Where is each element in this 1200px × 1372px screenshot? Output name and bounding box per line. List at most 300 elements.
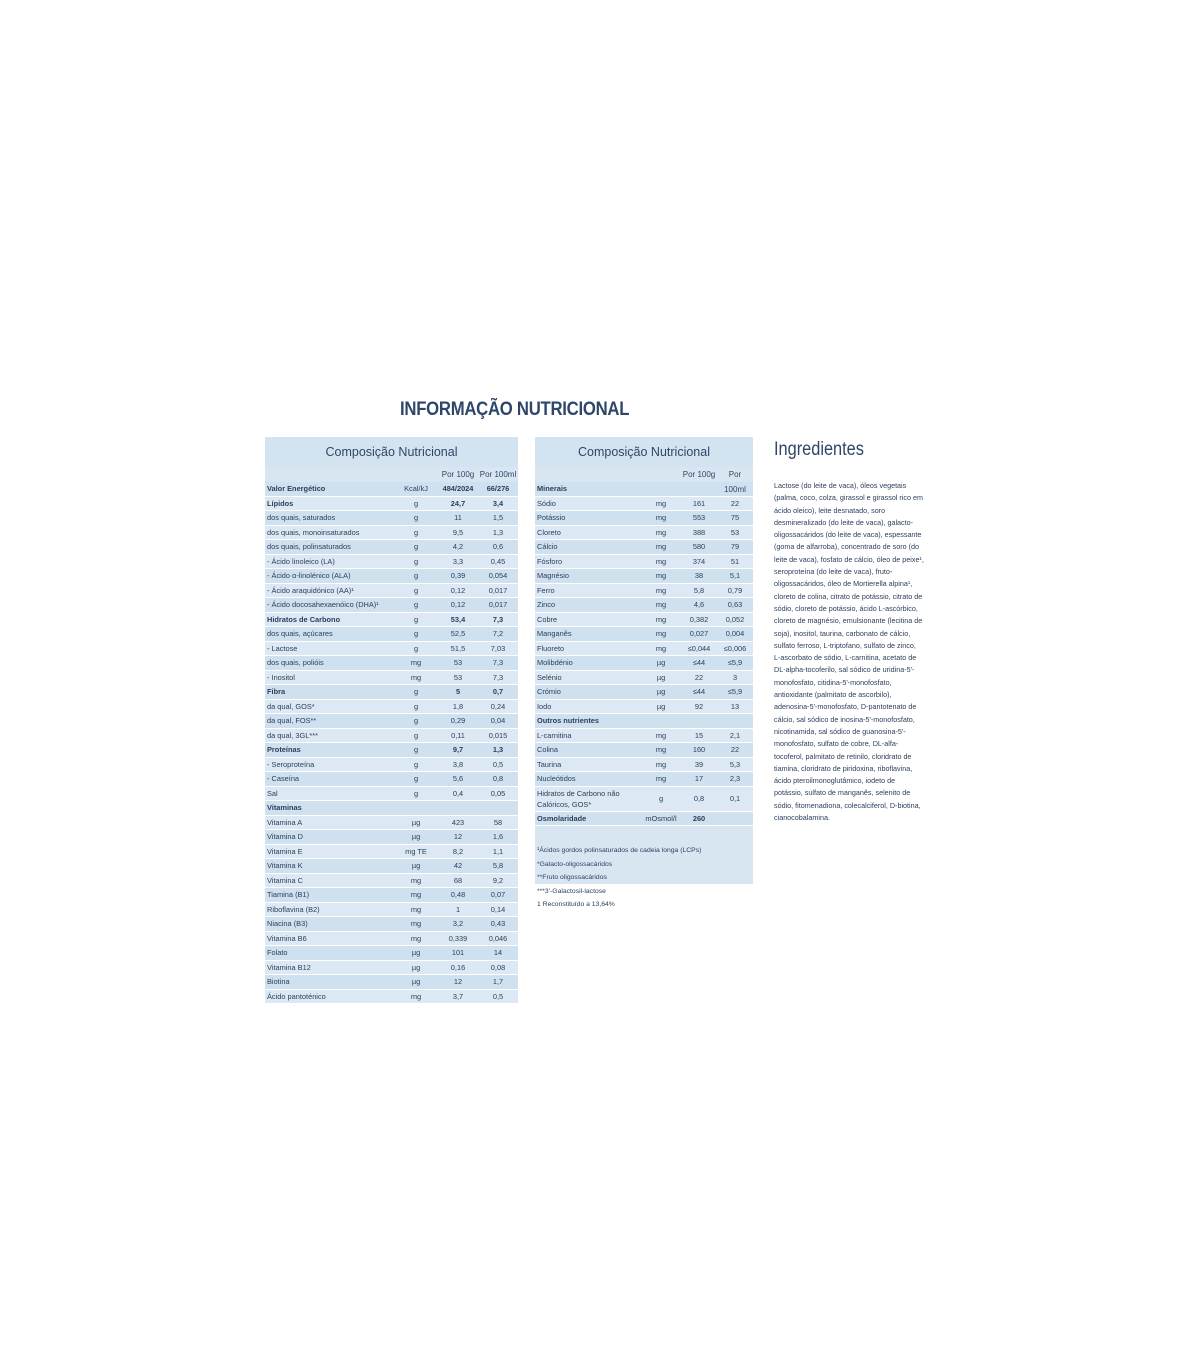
row-label: Outros nutrientes [537, 716, 600, 725]
table-row [265, 961, 518, 976]
row-value-per-100ml: 3,4 [492, 498, 504, 508]
table-row [535, 482, 753, 497]
row-unit: mg [410, 658, 422, 667]
row-unit: g [658, 794, 664, 803]
row-value-per-100g: 12 [453, 977, 463, 986]
row-label: Fluoreto [537, 643, 565, 653]
row-unit: mg [655, 759, 667, 769]
table-row [265, 511, 518, 526]
row-label: Proteínas [267, 745, 301, 754]
table-row [265, 743, 518, 758]
row-unit: mg [655, 643, 667, 653]
row-unit: g [413, 788, 419, 798]
row-value-per-100ml: 58 [493, 817, 503, 827]
table-row [535, 812, 753, 827]
row-label: Zinco [537, 600, 556, 609]
row-value-per-100g: 3,3 [452, 556, 464, 566]
table-row [265, 917, 518, 932]
row-unit: µg [411, 948, 421, 957]
row-label: - Ácido α-linolénico (ALA) [267, 571, 351, 580]
table-row [535, 613, 753, 628]
row-value-per-100ml: 0,79 [727, 585, 743, 595]
row-value-per-100ml: 5,8 [492, 861, 504, 870]
row-unit [641, 714, 681, 728]
row-value-per-100g: 0,48 [450, 890, 466, 899]
row-value-per-100g: 0,12 [450, 585, 466, 595]
row-value-per-100g: 388 [692, 527, 706, 537]
row-value-per-100ml: 7,3 [492, 658, 504, 667]
row-unit: g [413, 556, 419, 566]
row-value-per-100ml: 75 [730, 513, 740, 522]
row-value-per-100ml: 0,6 [492, 542, 504, 551]
table-title: Composição Nutricional [265, 437, 518, 467]
footnote: ***3'-Galactosil-lactose [537, 887, 606, 895]
table-row [265, 482, 518, 497]
row-unit: mg [655, 774, 667, 783]
row-label: Folato [267, 948, 288, 957]
row-unit: µg [411, 977, 421, 986]
table-row [265, 642, 518, 657]
footnote: 1 Reconstituído a 13,64% [537, 901, 615, 908]
table-row [265, 729, 518, 744]
table-row [265, 497, 518, 512]
row-unit: g [413, 687, 419, 696]
ingredients-title: Ingredientes [774, 439, 864, 460]
row-value-per-100g [681, 482, 717, 496]
table-row [535, 671, 753, 686]
row-unit: mg [655, 498, 667, 508]
row-value-per-100ml: 0,046 [488, 933, 508, 943]
row-label: Cobre [537, 614, 558, 624]
row-value-per-100g: 0,339 [448, 933, 468, 943]
row-label: Ácido pantoténico [267, 991, 326, 1001]
table-row [265, 685, 518, 700]
row-unit [641, 482, 681, 496]
table-row [265, 540, 518, 555]
row-value-per-100ml: 0,054 [488, 571, 508, 580]
row-label: Cloreto [537, 527, 561, 537]
row-value-per-100ml: 0,14 [490, 904, 506, 914]
footnote: **Fruto oligossacáridos [537, 874, 607, 881]
table-row [265, 526, 518, 541]
row-unit: µg [411, 832, 421, 841]
row-value-per-100ml: 0,08 [490, 962, 506, 972]
row-value-per-100g: 260 [692, 813, 706, 823]
row-label: Osmolaridade [537, 813, 587, 823]
row-value-per-100ml: 7,3 [492, 672, 504, 682]
table-title: Composição Nutricional [535, 437, 753, 467]
row-unit: µg [411, 817, 421, 827]
row-value-per-100g: 39 [694, 759, 704, 769]
row-label: Lípidos [267, 498, 294, 508]
row-value-per-100g: 53,4 [450, 614, 466, 624]
table-row [265, 598, 518, 613]
row-value-per-100g: 0,027 [689, 629, 709, 638]
row-label: Cálcio [537, 542, 558, 551]
row-value-per-100ml [478, 801, 518, 815]
table-row [535, 540, 753, 555]
table-row [265, 859, 518, 874]
row-label: - Inositol [267, 672, 295, 682]
table-row [265, 700, 518, 715]
row-value-per-100ml: 1,5 [492, 513, 504, 522]
nutrition-table-left [265, 437, 518, 1001]
row-value-per-100ml [717, 482, 753, 496]
row-label: Vitamina B12 [267, 962, 311, 972]
row-unit: mg [655, 614, 667, 624]
row-label: Vitamina K [267, 861, 303, 870]
table-row [265, 787, 518, 802]
page-title: INFORMAÇÃO NUTRICIONAL [400, 399, 630, 420]
row-value-per-100g: 374 [692, 556, 706, 566]
row-unit: g [413, 701, 419, 711]
row-unit: mg TE [405, 846, 427, 856]
row-value-per-100ml: 1,3 [492, 745, 504, 754]
row-value-per-100ml: ≤0,006 [723, 643, 747, 653]
row-value-per-100ml: 1,6 [492, 832, 504, 841]
row-label: - Caseína [267, 774, 300, 783]
row-label: Hidratos de Carbono [267, 614, 341, 624]
row-value-per-100g: 8,2 [452, 846, 464, 856]
footnote: *Galacto-oligossacáridos [537, 860, 613, 868]
row-label: Vitaminas [267, 803, 302, 812]
row-unit: g [413, 542, 419, 551]
row-unit: g [413, 585, 419, 595]
row-value-per-100g: 0,11 [451, 730, 465, 740]
row-value-per-100ml: ≤5,9 [727, 687, 743, 696]
table-row [535, 642, 753, 657]
row-value-per-100ml: 5,3 [729, 759, 741, 769]
row-value-per-100ml: 14 [493, 948, 503, 957]
row-value-per-100ml: 2,3 [729, 774, 741, 783]
table-row [265, 888, 518, 903]
row-value-per-100ml: 51 [730, 556, 740, 566]
row-label: dos quais, polióis [267, 658, 324, 667]
row-label: Sal [267, 788, 278, 798]
row-unit: g [413, 629, 419, 638]
table-row [265, 758, 518, 773]
row-value-per-100g: 0,29 [450, 716, 466, 725]
table-row [535, 497, 753, 512]
table-row [265, 874, 518, 889]
row-value-per-100g: 484/2024 [442, 484, 474, 493]
footnote: ¹Ácidos gordos polinsaturados de cadeia longa (LCPs) [537, 847, 702, 854]
row-label: Manganês [537, 629, 572, 638]
row-unit: g [413, 730, 419, 740]
row-value-per-100g: 53 [453, 672, 463, 682]
row-unit: µg [656, 658, 666, 667]
row-value-per-100ml: 3 [732, 672, 738, 682]
row-label: Vitamina A [267, 817, 303, 827]
row-value-per-100g: 0,4 [452, 788, 464, 798]
row-label: Vitamina B6 [267, 933, 307, 943]
table-row [265, 816, 518, 831]
row-unit: mg [410, 919, 422, 928]
table-header [265, 467, 518, 482]
row-unit: g [413, 600, 419, 609]
row-value-per-100ml: 53 [730, 527, 740, 537]
row-label: Iodo [537, 701, 552, 711]
row-unit: mg [655, 527, 667, 537]
row-unit: µg [656, 701, 666, 711]
row-value-per-100g: 38 [694, 571, 704, 580]
row-value-per-100ml: 0,63 [727, 600, 743, 609]
row-label: Valor Energético [267, 484, 326, 493]
row-value-per-100g: 1,8 [452, 701, 464, 711]
table-body [535, 482, 753, 826]
ingredients-text: Lactose (do leite de vaca), óleos vegetais (palma, coco, colza, girassol e girassol rico em ácido oleico), leite desnatado, soro desmineralizado (do leite de vaca), galacto-oligossacáridos (do leite de vaca), espessante (goma de alfarroba), concentrado de soro (do leite de vaca), fosfato de cálcio, óleo de peixe¹, seroproteína (do leite de vaca), fruto-oligossacáridos, óleo de Mortierella alpina¹, cloreto de colina, citrato de potássio, citrato de sódio, cloreto de potássio, ácido L-ascórbico, cloreto de magnésio, emulsionante (lecitina de soja), inositol, taurina, carbonato de cálcio, sulfato ferroso, L-triptofano, sulfato de zinco, L-ascorbato de sódio, L-carnitina, acetato de DL-alpha-tocoferilo, sal sódico de uridina-5'-monofosfato, citidina-5'-monofosfato, antioxidante (palmitato de ascorbilo), adenosina-5'-monofosfato, D-pantotenato de cálcio, sal sódico de inosina-5'-monofosfato, nicotinamida, sal sódico de guanosina-5'-monofosfato, sulfato de cobre, DL-alfa-tocoferol, palmitato de retinilo, cloridrato de tiamina, cloridrato de piridoxina, riboflavina, ácido pteroilmonoglutâmico, iodeto de potássio, sulfato de manganês, selenito de sódio, fitomenadiona, colecalciferol, D-biotina, cianocobalamina. [774, 481, 924, 823]
row-value-per-100g: 0,12 [450, 600, 466, 609]
table-row [265, 656, 518, 671]
row-unit: µg [411, 861, 421, 870]
row-label: - Ácido araquidónico (AA)¹ [267, 585, 354, 595]
table-row [535, 598, 753, 613]
row-value-per-100ml: 22 [730, 498, 740, 508]
table-row [265, 613, 518, 628]
row-value-per-100g: 52,5 [450, 629, 466, 638]
row-value-per-100ml: 1,3 [492, 527, 504, 537]
row-value-per-100ml: 9,2 [492, 875, 504, 885]
row-unit: mg [655, 513, 667, 522]
row-unit: mg [655, 585, 667, 595]
row-label: da qual, FOS** [267, 716, 317, 725]
row-unit: µg [656, 687, 666, 696]
row-label: L-carnitina [537, 730, 572, 740]
row-label: Crómio [537, 687, 561, 696]
row-value-per-100ml [717, 812, 753, 826]
row-label: Vitamina D [267, 832, 304, 841]
table-row [535, 743, 753, 758]
row-value-per-100g: 553 [692, 513, 706, 522]
table-row [535, 787, 753, 812]
table-row [535, 772, 753, 787]
row-value-per-100g: ≤0,044 [687, 643, 711, 653]
row-unit: Kcal/kJ [404, 484, 428, 493]
row-value-per-100g: 3,2 [452, 919, 464, 928]
row-value-per-100g: 22 [694, 672, 704, 682]
row-value-per-100ml: 0,05 [490, 788, 506, 798]
table-row [265, 801, 518, 816]
row-value-per-100ml: 1,7 [492, 977, 504, 986]
row-unit: mg [655, 629, 667, 638]
row-unit: µg [411, 962, 421, 972]
row-label: dos quais, polinsaturados [267, 542, 351, 551]
row-label: Vitamina E [267, 846, 303, 856]
row-value-per-100g: ≤44 [692, 658, 706, 667]
row-value-per-100g: 580 [692, 542, 706, 551]
row-value-per-100ml: 0,07 [490, 890, 506, 899]
row-unit: mg [410, 890, 422, 899]
row-label: da qual, GOS* [267, 701, 315, 711]
table-row [535, 555, 753, 570]
row-value-per-100ml: 0,5 [492, 759, 504, 769]
table-row [535, 700, 753, 715]
table-row [535, 526, 753, 541]
row-value-per-100g: 24,7 [450, 498, 466, 508]
row-label: Potássio [537, 513, 566, 522]
row-value-per-100g: 42 [453, 861, 463, 870]
row-unit: mg [655, 600, 667, 609]
table-row [265, 975, 518, 990]
row-label: Taurina [537, 759, 562, 769]
table-row [535, 758, 753, 773]
row-label: Magnésio [537, 571, 570, 580]
col-header-per-100g: Por 100g [682, 470, 716, 479]
row-label: Fósforo [537, 556, 563, 566]
row-value-per-100g: 15 [694, 730, 704, 740]
row-value-per-100g: 101 [451, 948, 465, 957]
row-value-per-100ml: 0,017 [488, 600, 508, 609]
row-value-per-100g [438, 801, 478, 815]
row-label: Riboflavina (B2) [267, 904, 320, 914]
row-value-per-100ml: 0,004 [725, 629, 745, 638]
row-unit: mg [410, 933, 422, 943]
row-label: Fibra [267, 687, 286, 696]
row-label: Sódio [537, 498, 556, 508]
row-unit: mg [655, 745, 667, 754]
row-label: da qual, 3GL*** [267, 730, 318, 740]
row-label: - Ácido linoleico (LA) [267, 556, 335, 566]
row-value-per-100ml: 1,1 [492, 846, 504, 856]
row-unit: mg [655, 556, 667, 566]
table-row [265, 932, 518, 947]
row-value-per-100g: 0,16 [450, 962, 466, 972]
row-value-per-100ml: 7,2 [492, 629, 504, 638]
row-value-per-100g: 17 [694, 774, 704, 783]
row-value-per-100g: ≤44 [692, 687, 706, 696]
row-unit: mg [410, 991, 422, 1001]
row-value-per-100g: 160 [692, 745, 706, 754]
table-row [535, 569, 753, 584]
table-row [265, 845, 518, 860]
table-row [265, 569, 518, 584]
row-label: Biotina [267, 977, 290, 986]
table-row [265, 990, 518, 1005]
row-unit: g [413, 614, 419, 624]
row-label: Niacina (B3) [267, 919, 308, 928]
row-unit: g [413, 571, 419, 580]
table-row [265, 946, 518, 961]
row-value-per-100ml: ≤5,9 [727, 658, 743, 667]
row-label: Vitamina C [267, 875, 304, 885]
row-unit: mOsmol/l [645, 813, 677, 823]
row-value-per-100g: 51,5 [450, 643, 466, 653]
row-value-per-100g: 53 [453, 658, 463, 667]
row-label: Ferro [537, 585, 555, 595]
row-value-per-100ml: 0,5 [492, 991, 504, 1001]
table-row [265, 830, 518, 845]
row-value-per-100ml: 0,04 [490, 716, 506, 725]
row-value-per-100ml: 7,03 [490, 643, 506, 653]
row-value-per-100ml: 0,017 [488, 585, 508, 595]
row-value-per-100ml: 13 [730, 701, 740, 711]
row-value-per-100g: 92 [694, 701, 704, 711]
row-unit: g [413, 498, 419, 508]
row-label: Colina [537, 745, 558, 754]
table-row [535, 729, 753, 744]
row-label: Tiamina (B1) [267, 890, 310, 899]
row-value-per-100ml: 66/276 [486, 484, 510, 493]
table-row [535, 685, 753, 700]
row-value-per-100ml: 0,24 [490, 701, 506, 711]
row-value-per-100g: 12 [453, 832, 463, 841]
row-unit: g [413, 745, 419, 754]
row-label: Selénio [537, 672, 562, 682]
row-unit: µg [656, 672, 666, 682]
row-value-per-100g: 0,8 [693, 794, 705, 803]
row-label: Hidratos de Carbono não Calóricos, GOS* [537, 788, 620, 809]
row-label: - Lactose [267, 643, 298, 653]
footnotes [535, 826, 753, 912]
row-value-per-100ml: 2,1 [729, 730, 741, 740]
row-value-per-100g: 3,8 [452, 759, 464, 769]
row-value-per-100ml: 0,1 [729, 794, 741, 803]
row-unit: g [413, 759, 419, 769]
table-row [265, 903, 518, 918]
table-row [265, 627, 518, 642]
nutrition-table-right [535, 437, 753, 908]
row-value-per-100g: 423 [451, 817, 465, 827]
row-value-per-100g: 3,7 [452, 991, 464, 1001]
row-unit: mg [410, 904, 422, 914]
row-value-per-100ml: 0,8 [492, 774, 504, 783]
row-value-per-100g: 4,6 [693, 600, 705, 609]
row-label: - Ácido docosahexaenóico (DHA)¹ [267, 600, 379, 609]
row-value-per-100g: 1 [455, 904, 461, 914]
row-value-per-100g: 5,6 [452, 774, 464, 783]
row-unit: mg [655, 730, 667, 740]
col-header-per-100g: Por 100g [441, 470, 475, 479]
row-label: dos quais, saturados [267, 513, 336, 522]
row-value-per-100ml: 5,1 [729, 571, 741, 580]
col-header-per-100ml: Por 100ml [724, 470, 746, 494]
row-value-per-100ml: 22 [730, 745, 740, 754]
table-row [535, 584, 753, 599]
row-unit: mg [655, 542, 667, 551]
table-row [265, 772, 518, 787]
row-value-per-100g: 5 [455, 687, 461, 696]
row-value-per-100g: 161 [692, 498, 706, 508]
row-value-per-100ml: 0,45 [490, 556, 506, 566]
table-row [535, 511, 753, 526]
table-row [535, 714, 753, 729]
row-value-per-100ml [717, 714, 753, 728]
table-body [265, 482, 518, 1004]
row-value-per-100g [681, 714, 717, 728]
row-value-per-100g: 9,5 [452, 527, 464, 537]
row-value-per-100ml: 79 [730, 542, 740, 551]
row-label: Minerais [537, 484, 567, 493]
row-unit [394, 801, 438, 815]
row-value-per-100g: 9,7 [452, 745, 464, 754]
row-unit: mg [410, 875, 422, 885]
row-unit: g [413, 527, 419, 537]
row-value-per-100ml: 0,052 [725, 614, 745, 624]
table-row [265, 671, 518, 686]
row-value-per-100g: 68 [453, 875, 463, 885]
table-row [265, 584, 518, 599]
row-value-per-100ml: 0,7 [492, 687, 504, 696]
row-label: Molibdénio [537, 658, 573, 667]
row-unit: g [413, 716, 419, 725]
row-value-per-100g: 0,382 [689, 614, 709, 624]
row-label: dos quais, monoinsaturados [267, 527, 360, 537]
row-unit: mg [655, 571, 667, 580]
row-value-per-100g: 0,39 [450, 571, 466, 580]
table-row [535, 627, 753, 642]
row-value-per-100ml: 7,3 [492, 614, 504, 624]
row-label: Nucleótidos [537, 774, 576, 783]
